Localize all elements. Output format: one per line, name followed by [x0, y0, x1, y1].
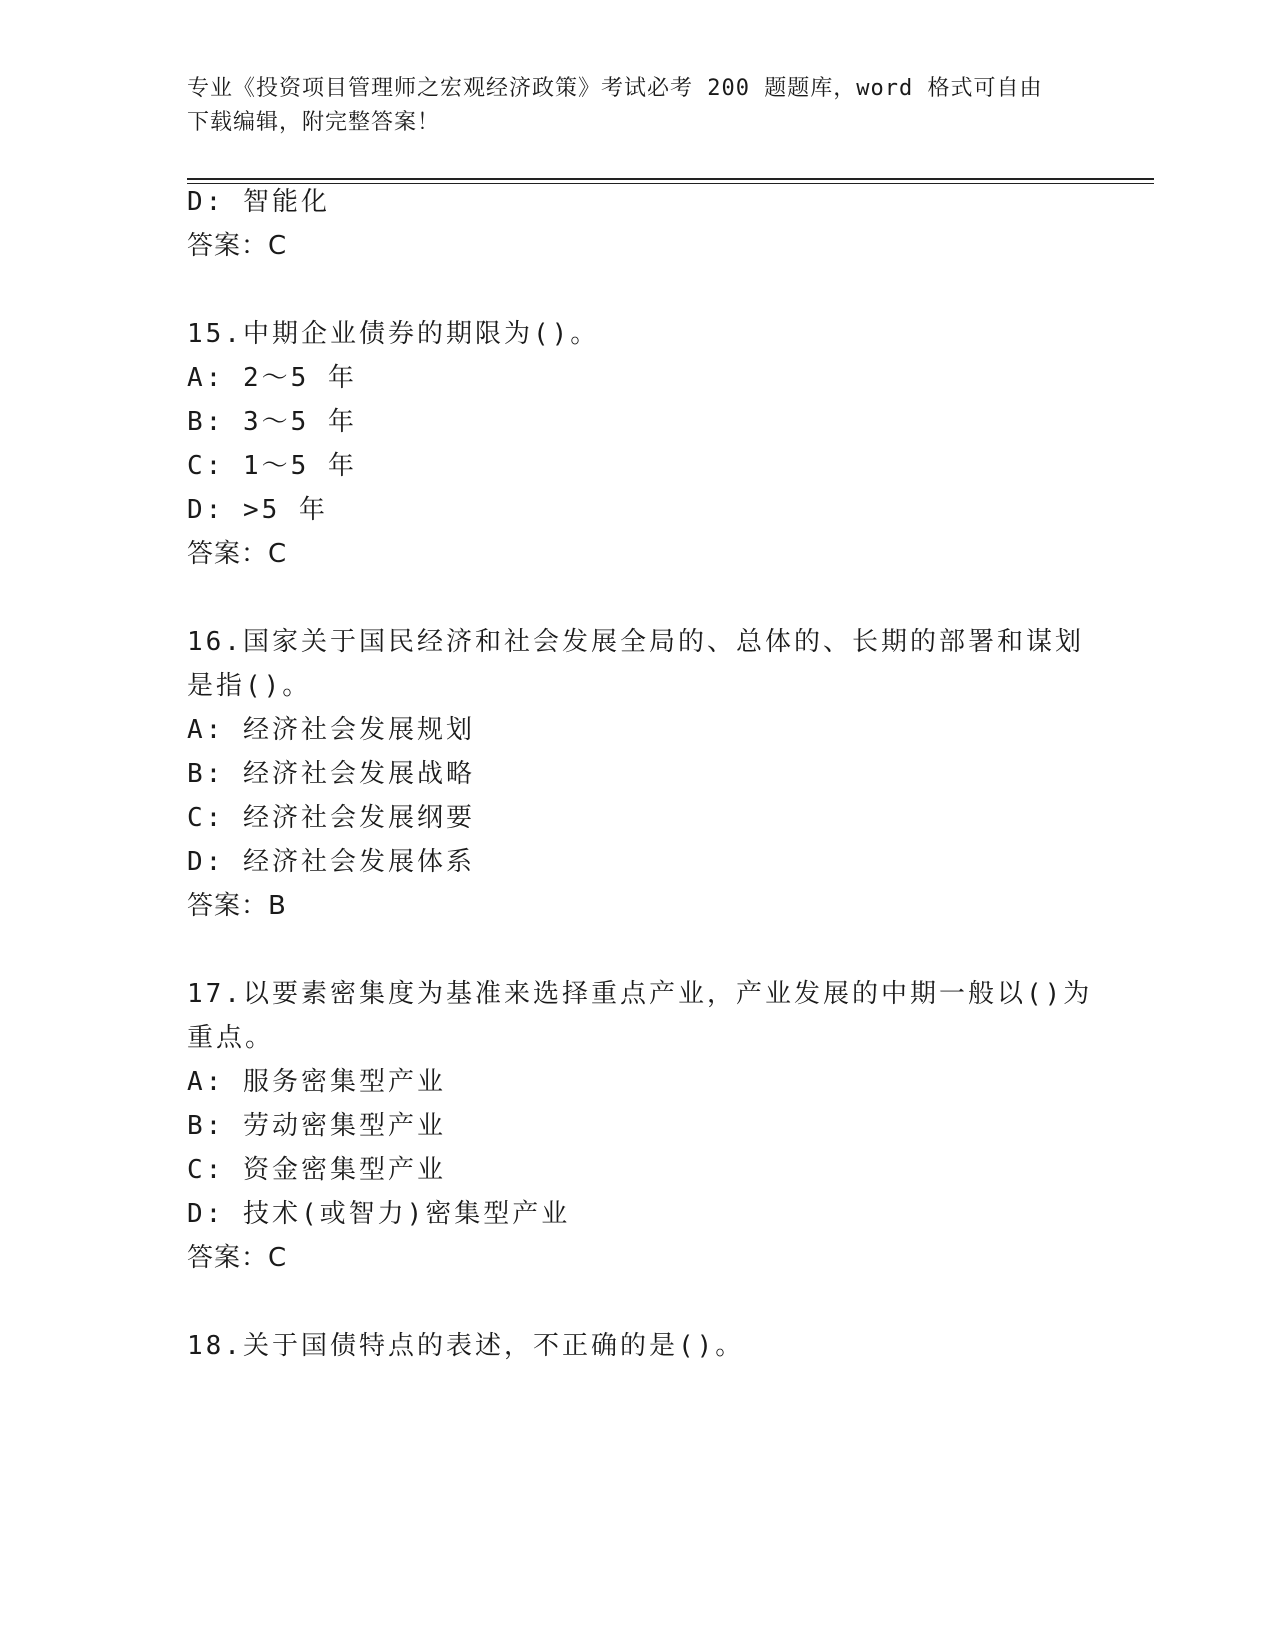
q17-option-a: A: 服务密集型产业	[187, 1067, 446, 1097]
q16-stem-line-2: 是指()。	[187, 671, 312, 701]
q16-answer: 答案：B	[187, 891, 287, 921]
q15-option-b: B: 3～5 年	[187, 407, 357, 437]
q16-option-a: A: 经济社会发展规划	[187, 715, 475, 745]
q17-option-d: D: 技术(或智力)密集型产业	[187, 1199, 571, 1229]
q15-stem: 15.中期企业债券的期限为()。	[187, 319, 600, 349]
q14-option-d: D: 智能化	[187, 187, 330, 217]
header-line-2: 下载编辑，附完整答案！	[187, 110, 441, 135]
document-header	[187, 72, 1087, 140]
q16-stem-line-1: 16.国家关于国民经济和社会发展全局的、总体的、长期的部署和谋划	[187, 627, 1084, 657]
q15-answer: 答案：C	[187, 539, 288, 569]
q17-answer: 答案：C	[187, 1243, 288, 1273]
q18-stem: 18.关于国债特点的表述，不正确的是()。	[187, 1331, 745, 1361]
q15-option-a: A: 2～5 年	[187, 363, 357, 393]
q16-option-b: B: 经济社会发展战略	[187, 759, 475, 789]
q16-option-d: D: 经济社会发展体系	[187, 847, 475, 877]
q14-answer: 答案：C	[187, 231, 288, 261]
q17-option-c: C: 资金密集型产业	[187, 1155, 446, 1185]
header-divider-thick	[187, 178, 1154, 180]
q17-option-b: B: 劳动密集型产业	[187, 1111, 446, 1141]
header-line-1: 专业《投资项目管理师之宏观经济政策》考试必考 200 题题库，word 格式可自由	[187, 76, 1043, 101]
header-divider-thin	[187, 183, 1154, 184]
q17-stem-line-1: 17.以要素密集度为基准来选择重点产业，产业发展的中期一般以()为	[187, 979, 1093, 1009]
q17-stem-line-2: 重点。	[187, 1023, 275, 1053]
q15-option-d: D: >5 年	[187, 495, 328, 525]
q16-option-c: C: 经济社会发展纲要	[187, 803, 475, 833]
q15-option-c: C: 1～5 年	[187, 451, 357, 481]
